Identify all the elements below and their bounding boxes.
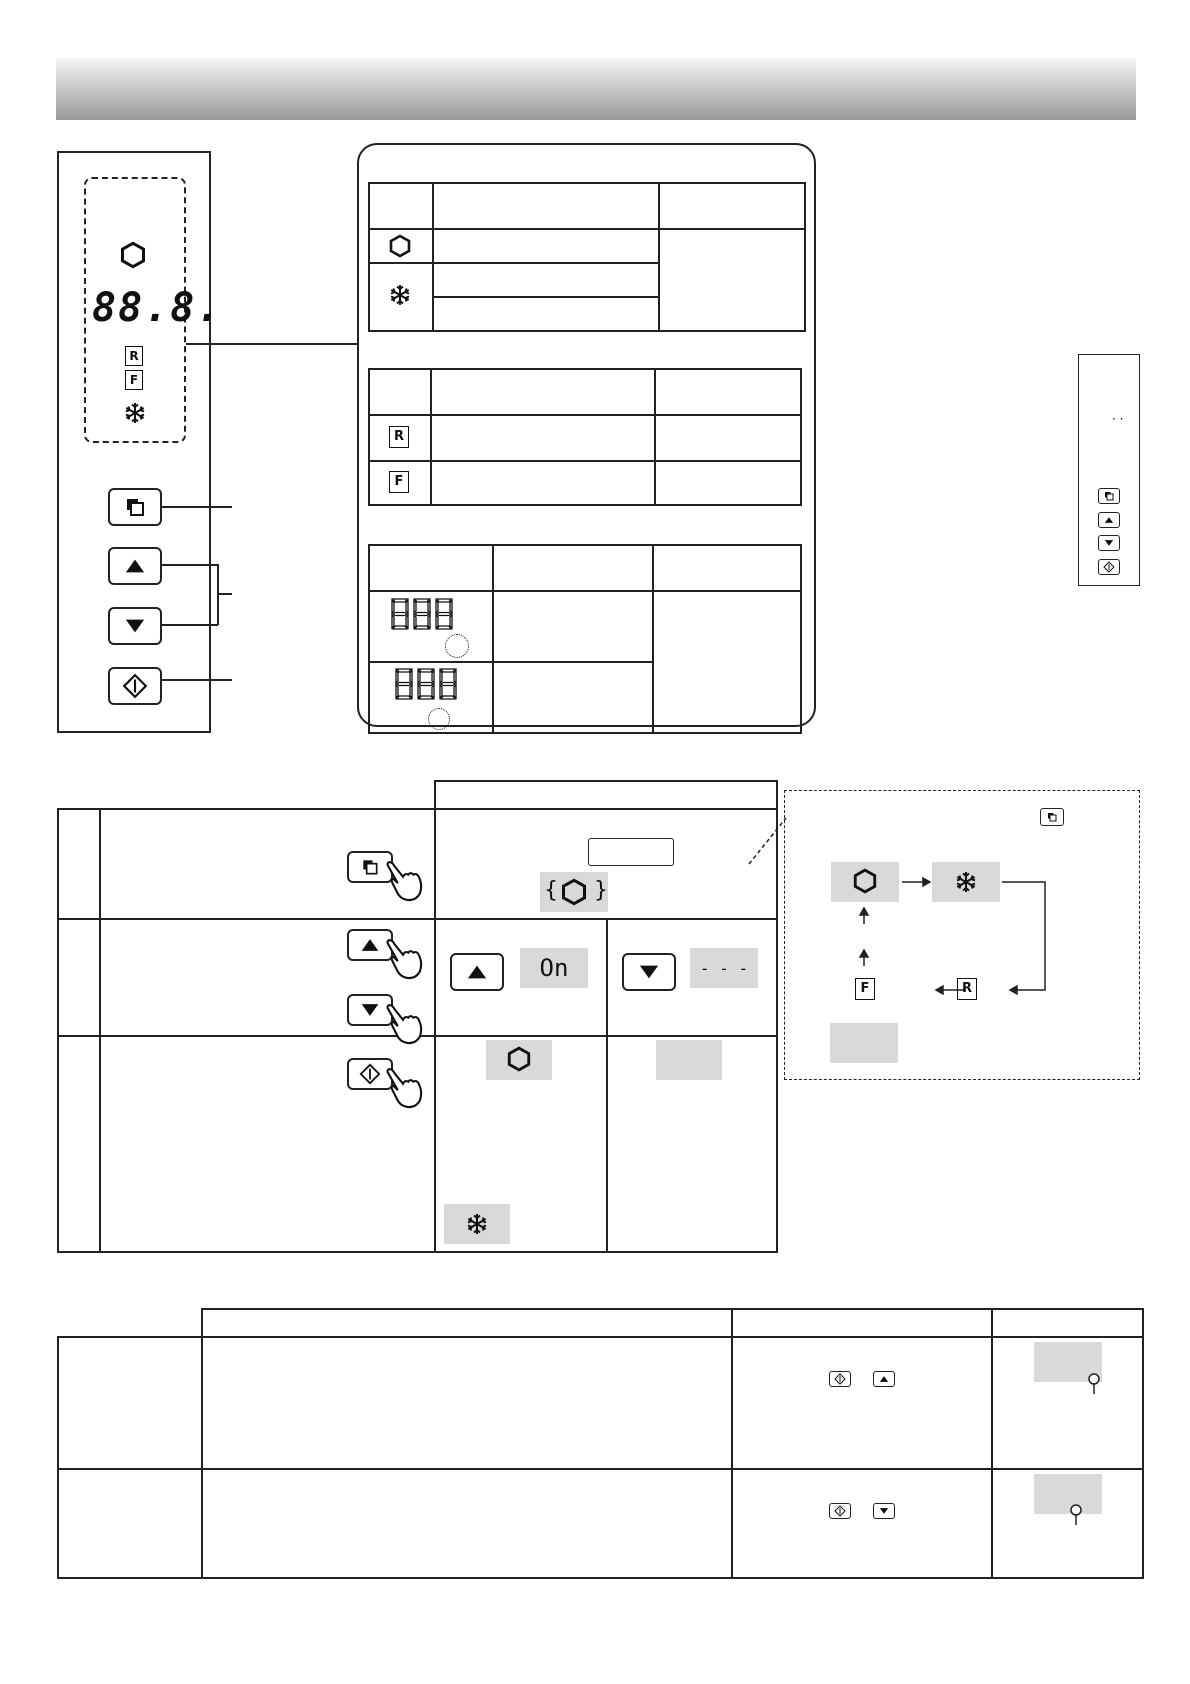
callout-pointer <box>748 816 788 866</box>
mini-power-button <box>829 1371 851 1387</box>
table-rule <box>201 1336 203 1579</box>
blink-marks: { <box>544 878 558 903</box>
leader-line <box>217 564 219 625</box>
mini-up-button <box>1098 512 1120 528</box>
table-rule <box>368 460 802 462</box>
table-rule <box>368 661 654 663</box>
down-arrow-icon <box>124 615 146 637</box>
on-indicator-text: On <box>539 954 569 982</box>
off-indicator-text: - - - <box>699 958 749 978</box>
mode-icon <box>1103 490 1115 502</box>
hexagon-icon <box>388 233 412 259</box>
up-arrow-icon <box>124 555 146 577</box>
cycle-arrows <box>780 860 1080 1000</box>
pin-marker-icon <box>1087 1372 1101 1396</box>
leader-line <box>186 343 358 345</box>
mini-mode-button <box>1040 808 1064 826</box>
mini-panel <box>1078 354 1140 586</box>
mode-table <box>368 182 806 332</box>
down-button[interactable] <box>622 953 676 991</box>
bottom-table-header <box>201 1308 1144 1338</box>
mode-icon <box>1046 811 1058 823</box>
indicator-f-letter: F <box>394 474 404 489</box>
highlight-box <box>520 948 588 988</box>
header-bar <box>56 58 1136 120</box>
bottom-table <box>57 1336 1144 1579</box>
down-button[interactable] <box>108 607 162 645</box>
cycle-indicator-r <box>957 978 977 1000</box>
indicator-r <box>389 426 409 448</box>
dot-highlight <box>428 708 450 730</box>
steps-header-cell <box>434 780 778 810</box>
table-rule <box>652 544 654 734</box>
indicator-r-letter: R <box>129 349 139 363</box>
leader-line <box>162 564 218 566</box>
mini-down-button <box>873 1503 895 1519</box>
table-rule <box>991 1308 993 1579</box>
mode-button[interactable] <box>108 488 162 526</box>
down-arrow-icon <box>360 1000 380 1020</box>
table-rule <box>654 368 656 506</box>
table-rule <box>368 414 802 416</box>
mode-icon <box>360 857 380 877</box>
pin-marker-icon <box>1069 1503 1083 1527</box>
indicator-f <box>389 471 409 493</box>
mini-down-button <box>1098 535 1120 551</box>
leader-line <box>162 624 218 626</box>
highlight-box <box>690 948 758 988</box>
cycle-r-letter: R <box>961 981 972 996</box>
table-rule <box>368 262 658 264</box>
power-icon <box>834 1373 846 1385</box>
table-rule <box>492 544 494 734</box>
table-rule <box>658 182 660 332</box>
up-button[interactable] <box>108 547 162 585</box>
table-rule <box>368 590 802 592</box>
indicator-r-letter: R <box>393 429 404 444</box>
hand-pointer-icon <box>382 938 424 980</box>
power-icon <box>122 673 148 699</box>
indicator-f-letter: F <box>129 373 139 387</box>
speech-bubble <box>588 838 674 866</box>
power-icon <box>1103 561 1115 573</box>
cycle-f-letter: F <box>860 981 870 996</box>
mini-power-button <box>829 1503 851 1519</box>
table-rule <box>368 228 806 230</box>
down-arrow-icon <box>1104 538 1114 548</box>
display-digits: 88.8. <box>92 285 223 331</box>
hand-pointer-icon <box>382 1067 424 1109</box>
mini-display-dots: · · <box>1112 412 1124 426</box>
highlight-box <box>656 1040 722 1080</box>
power-icon <box>834 1505 846 1517</box>
power-icon <box>359 1063 381 1085</box>
leader-line <box>162 679 232 681</box>
mini-mode-button <box>1098 488 1120 504</box>
mini-power-button <box>1098 559 1120 575</box>
snowflake-icon <box>123 401 147 425</box>
table-rule <box>57 1468 1144 1470</box>
leader-line <box>217 593 232 595</box>
table-rule <box>99 808 101 1253</box>
table-rule <box>432 182 434 332</box>
blink-marks: } <box>594 878 608 903</box>
hand-pointer-icon <box>382 1003 424 1045</box>
table-rule <box>731 1308 733 1579</box>
cycle-blank-box <box>830 1023 898 1063</box>
up-button[interactable] <box>450 953 504 991</box>
down-arrow-icon <box>879 1506 889 1516</box>
snowflake-icon <box>388 283 412 307</box>
hand-pointer-icon <box>382 860 424 902</box>
table-rule <box>433 296 658 298</box>
snowflake-icon <box>465 1212 489 1236</box>
indicator-f <box>125 370 143 390</box>
hexagon-icon <box>560 877 588 907</box>
segment-display <box>394 668 460 722</box>
up-arrow-icon <box>466 961 488 983</box>
indicator-table <box>368 368 802 506</box>
up-arrow-icon <box>360 935 380 955</box>
hexagon-icon <box>119 240 147 270</box>
cycle-indicator-f <box>855 978 875 1000</box>
indicator-r <box>125 346 143 366</box>
table-rule <box>57 918 778 920</box>
mini-up-button <box>873 1371 895 1387</box>
table-rule <box>606 918 608 1253</box>
down-arrow-icon <box>638 961 660 983</box>
mode-icon <box>123 495 147 519</box>
table-rule <box>434 808 436 1253</box>
power-button[interactable] <box>108 667 162 705</box>
leader-line <box>162 506 232 508</box>
up-arrow-icon <box>1104 515 1114 525</box>
hexagon-icon <box>506 1045 532 1073</box>
up-arrow-icon <box>879 1374 889 1384</box>
result-display-box <box>1034 1474 1102 1514</box>
table-rule <box>430 368 432 506</box>
dot-highlight <box>445 634 469 658</box>
